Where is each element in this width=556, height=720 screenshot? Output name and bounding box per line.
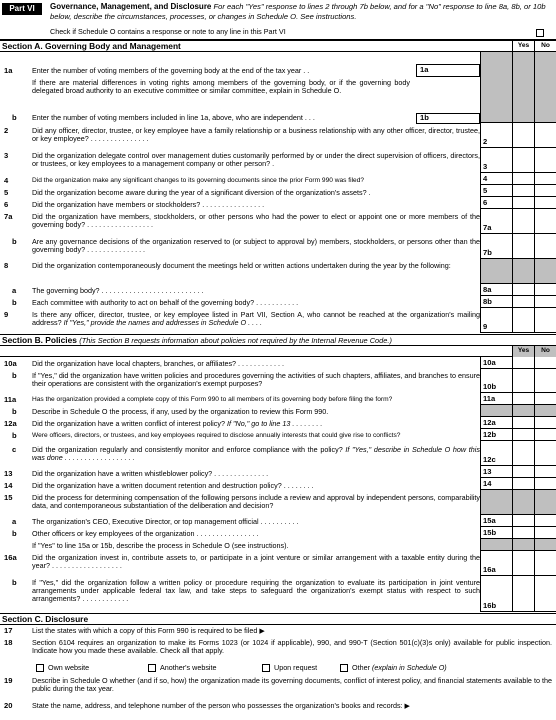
no-answer-cell[interactable]	[534, 173, 556, 185]
part-header	[0, 0, 556, 40]
row-10a-text: Did the organization have local chapters, branches, or affiliates? . . . . . . . . . . . .	[32, 359, 284, 368]
row-8-text: Did the organization contemporaneously document the meetings held or written actions undertaken during the year by the following:	[32, 261, 451, 270]
no-answer-cell[interactable]	[534, 429, 556, 441]
row-12c-text-main: Did the organization regularly and consistently monitor and enforce compliance with the policy?	[32, 445, 343, 454]
section-b-yes-header: Yes	[512, 346, 534, 356]
row-12b-text: Were officers, directors, or trustees, and key employees required to disclose annually interests that could give rise to conflicts?	[32, 432, 401, 439]
line-label-cell: 7a	[480, 209, 512, 234]
no-answer-cell[interactable]	[534, 234, 556, 259]
row-15b-text: Other officers or key employees of the organization . . . . . . . . . . . . . . . .	[32, 529, 259, 538]
line-label-cell: 15a	[480, 515, 512, 527]
line-label-cell: 9	[480, 308, 512, 333]
no-answer-cell[interactable]	[534, 466, 556, 478]
row-1b-text: Enter the number of voting members included in line 1a, above, who are independent . . .	[32, 113, 315, 122]
line-label-cell: 10a	[480, 357, 512, 369]
line-1b-entry-label: 1b	[416, 114, 429, 123]
no-answer-cell	[534, 52, 556, 123]
schedule-o-checkbox[interactable]	[536, 29, 544, 37]
row-10b-text: If "Yes," did the organization have written policies and procedures governing the activities of such chapters, affiliates, and branches to ensure their operations are consistent with the organization's exempt purposes?	[32, 371, 480, 389]
yes-answer-cell[interactable]	[512, 123, 534, 148]
yes-answer-cell[interactable]	[512, 478, 534, 490]
yes-answer-cell[interactable]	[512, 369, 534, 393]
line-label-shaded-cell	[480, 259, 512, 284]
row-3-number: 3	[4, 151, 9, 160]
yes-answer-cell[interactable]	[512, 284, 534, 296]
no-answer-cell[interactable]	[534, 148, 556, 173]
row-7a-number: 7a	[4, 212, 13, 221]
row-12c-text-instruction: If "Yes," describe in Schedule O how this was done . . . . . . . . . . . . . . . . . .	[32, 445, 480, 463]
yes-answer-cell[interactable]	[512, 417, 534, 429]
section-a-header	[0, 40, 556, 52]
yes-answer-cell[interactable]	[512, 234, 534, 259]
line-label-cell: 12c	[480, 441, 512, 466]
row-12c-number: c	[12, 445, 17, 454]
row-20-number: 20	[4, 701, 13, 710]
no-answer-cell[interactable]	[534, 417, 556, 429]
row-10b-number: b	[12, 371, 17, 380]
row-13-number: 13	[4, 469, 13, 478]
own-website-label: Own website	[48, 663, 90, 672]
yes-answer-cell[interactable]	[512, 197, 534, 209]
row-12a-text-main: Did the organization have a written conflict of interest policy?	[32, 419, 225, 428]
no-answer-cell[interactable]	[534, 393, 556, 405]
row-11b-text: Describe in Schedule O the process, if any, used by the organization to review this Form 990.	[32, 407, 329, 416]
yes-answer-cell[interactable]	[512, 429, 534, 441]
row-5-text: Did the organization become aware during the year of a significant diversion of the organization's assets? .	[32, 188, 371, 197]
line-label-cell: 13	[480, 466, 512, 478]
row-6-text: Did the organization have members or stockholders? . . . . . . . . . . . . . . . .	[32, 200, 265, 209]
no-answer-cell	[534, 405, 556, 417]
part-title-bold: Governance, Management, and Disclosure	[50, 2, 212, 11]
row-13-text: Did the organization have a written whistleblower policy? . . . . . . . . . . . . . .	[32, 469, 269, 478]
row-15-text: Did the process for determining compensation of the following persons include a review and approval by independent persons, comparability data, and contemporaneous substantiation of the deliberation and decision?	[32, 493, 480, 511]
row-4-number: 4	[4, 176, 9, 185]
no-answer-cell	[534, 259, 556, 284]
line-1a-entry-label: 1a	[416, 66, 428, 75]
row-10a-number: 10a	[4, 359, 17, 368]
row-12c-text	[32, 446, 480, 462]
row-8-number: 8	[4, 261, 9, 270]
row-19-text: Describe in Schedule O whether (and if so, how) the organization made its governing documents, conflict of interest policy, and financial statements available to the public during the tax year.	[32, 676, 552, 694]
section-a-no-header: No	[534, 41, 556, 51]
other-label-note: (explain in Schedule O)	[371, 663, 447, 672]
schedule-o-check-line	[50, 28, 550, 36]
row-15b-number: b	[12, 529, 17, 538]
other-label: Other	[352, 663, 370, 672]
line-label-cell: 6	[480, 197, 512, 209]
section-c-header	[0, 613, 556, 625]
row-3-text: Did the organization delegate control over management duties customarily performed by or under the direct supervision of officers, directors, or trustees, or key employees to a management company or other person? .	[32, 151, 480, 169]
line-label-cell: 16a	[480, 551, 512, 576]
line-label-shaded-cell	[480, 539, 512, 551]
line-label-cell: 3	[480, 148, 512, 173]
row-14-number: 14	[4, 481, 13, 490]
no-answer-cell[interactable]	[534, 284, 556, 296]
row-1a-number: 1a	[4, 66, 13, 75]
row-15a-text: The organization's CEO, Executive Director, or top management official . . . . . . . . . .	[32, 517, 299, 526]
no-answer-cell[interactable]	[534, 308, 556, 333]
upon-request-label: Upon request	[274, 663, 318, 672]
row-8a-number: a	[12, 286, 17, 295]
line-label-shaded-cell	[480, 490, 512, 515]
row-12a-number: 12a	[4, 419, 17, 428]
row-15-note-text: If "Yes" to line 15a or 15b, describe the process in Schedule O (see instructions).	[32, 541, 289, 550]
section-b-yes-no-header	[0, 346, 556, 357]
row-16b-text: If "Yes," did the organization follow a written policy or procedure requiring the organization to evaluate its participation in joint venture arrangements under applicable federal tax law, and take steps to safeguard the organization's exempt status with respect to such arrangements? . . . . . . . . . . . .	[32, 578, 480, 604]
no-answer-cell[interactable]	[534, 527, 556, 539]
line-label-cell: 16b	[480, 576, 512, 612]
yes-answer-cell[interactable]	[512, 308, 534, 333]
section-b-header	[0, 334, 556, 346]
yes-answer-cell[interactable]	[512, 185, 534, 197]
row-7b-number: b	[12, 237, 17, 246]
yes-answer-cell	[512, 52, 534, 123]
no-answer-cell[interactable]	[534, 185, 556, 197]
row-18-number: 18	[4, 638, 13, 647]
yes-answer-cell	[512, 490, 534, 515]
schedule-o-check-label: Check if Schedule O contains a response or note to any line in this Part VI	[50, 27, 286, 36]
line-label-cell: 8a	[480, 284, 512, 296]
line-label-cell: 10b	[480, 369, 512, 393]
line-label-cell: 14	[480, 478, 512, 490]
row-14-text: Did the organization have a written document retention and destruction policy? . . . . . . . .	[32, 481, 314, 490]
no-answer-cell	[534, 490, 556, 515]
anothers-website-checkbox[interactable]	[148, 664, 156, 672]
row-18-text: Section 6104 requires an organization to make its Forms 1023 (or 1024 if applicable), 990, and 990-T (Section 501(c)(3)s only) available for public inspection. Indicate how you made these available. Check all that apply.	[32, 638, 552, 656]
section-c-title: Section C. Disclosure	[2, 614, 89, 624]
line-label-cell: 7b	[480, 234, 512, 259]
yes-answer-cell[interactable]	[512, 466, 534, 478]
yes-answer-cell[interactable]	[512, 576, 534, 612]
yes-answer-cell	[512, 539, 534, 551]
section-b-no-header: No	[534, 346, 556, 356]
row-8b-number: b	[12, 298, 17, 307]
row-1a-note-text: If there are material differences in voting rights among members of the governing body, or if the governing body delegated broad authority to an executive committee or similar committee, explain in Schedule O.	[32, 78, 410, 96]
row-9-text-main: Is there any officer, director, trustee, or key employee listed in Part VII, Section A, who cannot be reached at the organization's mailing address?	[32, 310, 480, 328]
option-other[interactable]	[340, 664, 447, 672]
row-8a-text: The governing body? . . . . . . . . . . . . . . . . . . . . . . . . . .	[32, 286, 204, 295]
upon-request-checkbox[interactable]	[262, 664, 270, 672]
no-answer-cell[interactable]	[534, 441, 556, 466]
line-label-cell: 2	[480, 123, 512, 148]
row-11b-number: b	[12, 407, 17, 416]
row-11a-number: 11a	[4, 395, 17, 404]
yes-answer-cell[interactable]	[512, 441, 534, 466]
part-title	[50, 2, 550, 21]
row-4-text: Did the organization make any significant changes to its governing documents since the prior Form 990 was filed?	[32, 177, 365, 184]
section-b-title-note: (This Section B requests information about policies not required by the Internal Revenue Code.)	[79, 336, 392, 345]
yes-answer-cell[interactable]	[512, 173, 534, 185]
line-label-shaded-cell	[480, 405, 512, 417]
row-1a-text: Enter the number of voting members of the governing body at the end of the tax year . .	[32, 66, 310, 75]
line-label-cell: 8b	[480, 296, 512, 308]
no-answer-cell[interactable]	[534, 551, 556, 576]
row-15a-number: a	[12, 517, 17, 526]
part-label: Part VI	[2, 3, 42, 15]
yes-answer-cell	[512, 405, 534, 417]
row-6-number: 6	[4, 200, 9, 209]
own-website-checkbox[interactable]	[36, 664, 44, 672]
row-16b-number: b	[12, 578, 17, 587]
no-answer-cell[interactable]	[534, 369, 556, 393]
other-checkbox[interactable]	[340, 664, 348, 672]
row-2-text: Did any officer, director, trustee, or key employee have a family relationship or a business relationship with any other officer, director, trustee, or key employee? . . . . . . . . . . . . . . .	[32, 126, 480, 144]
row-8b-text: Each committee with authority to act on behalf of the governing body? . . . . . . . . . . .	[32, 298, 299, 307]
row-16a-text: Did the organization invest in, contribute assets to, or participate in a joint venture or similar arrangement with a taxable entity during the year? . . . . . . . . . . . . . . . . . .	[32, 553, 480, 571]
row-19-number: 19	[4, 676, 13, 685]
row-17-text: List the states with which a copy of this Form 990 is required to be filed ▶	[32, 626, 265, 635]
option-anothers-website[interactable]	[148, 664, 217, 672]
row-7a-text: Did the organization have members, stockholders, or other persons who had the power to elect or appoint one or more members of the governing body? . . . . . . . . . . . . . . . . .	[32, 212, 480, 230]
no-answer-cell[interactable]	[534, 123, 556, 148]
row-9-text	[32, 311, 480, 327]
part-title-instructions: For each "Yes" response to lines 2 through 7b below, and for a "No" response to line 8a, 8b, or 10b below, describe the circumstances, processes, or changes in Schedule O. See instructions.	[50, 2, 546, 21]
row-12b-number: b	[12, 431, 17, 440]
row-9-text-instruction: If "Yes," provide the names and addresses in Schedule O . . . .	[63, 318, 263, 328]
yes-answer-cell[interactable]	[512, 551, 534, 576]
no-answer-cell	[534, 539, 556, 551]
no-answer-cell[interactable]	[534, 357, 556, 369]
yes-answer-cell[interactable]	[512, 515, 534, 527]
row-5-number: 5	[4, 188, 9, 197]
line-label-cell: 15b	[480, 527, 512, 539]
option-upon-request[interactable]	[262, 664, 317, 672]
section-a-title: Section A. Governing Body and Management	[2, 41, 181, 51]
option-own-website[interactable]	[36, 664, 89, 672]
row-20-text: State the name, address, and telephone number of the person who possesses the organization's books and records: ▶	[32, 701, 411, 710]
no-answer-cell[interactable]	[534, 515, 556, 527]
row-2-number: 2	[4, 126, 9, 135]
row-11a-text: Has the organization provided a complete copy of this Form 990 to all members of its governing body before filing the form?	[32, 396, 393, 403]
no-answer-cell[interactable]	[534, 576, 556, 612]
row-12a-text-instruction: If "No," go to line 13 . . . . . . . .	[226, 419, 323, 428]
anothers-website-label: Another's website	[160, 663, 217, 672]
no-answer-cell[interactable]	[534, 478, 556, 490]
yes-answer-cell[interactable]	[512, 296, 534, 308]
row-17-number: 17	[4, 626, 13, 635]
row-7b-text: Are any governance decisions of the organization reserved to (or subject to approval by) members, stockholders, or persons other than the governing body? . . . . . . . . . . . . . . .	[32, 237, 480, 255]
yes-answer-cell[interactable]	[512, 148, 534, 173]
section-a-yes-header: Yes	[512, 41, 534, 51]
row-15-number: 15	[4, 493, 13, 502]
yes-answer-cell[interactable]	[512, 209, 534, 234]
yes-answer-cell[interactable]	[512, 527, 534, 539]
row-9-number: 9	[4, 310, 9, 319]
line-label-cell: 4	[480, 173, 512, 185]
yes-answer-cell	[512, 259, 534, 284]
no-answer-cell[interactable]	[534, 296, 556, 308]
row-1b-number: b	[12, 113, 17, 122]
line-label-cell: 12a	[480, 417, 512, 429]
yes-answer-cell[interactable]	[512, 393, 534, 405]
row-16a-number: 16a	[4, 553, 17, 562]
line-label-shaded-cell	[480, 52, 512, 123]
no-answer-cell[interactable]	[534, 197, 556, 209]
yes-answer-cell[interactable]	[512, 357, 534, 369]
row-12a-text	[32, 420, 480, 428]
line-label-cell: 5	[480, 185, 512, 197]
line-label-cell: 11a	[480, 393, 512, 405]
section-b-title: Section B. Policies	[2, 335, 77, 345]
line-label-cell: 12b	[480, 429, 512, 441]
no-answer-cell[interactable]	[534, 209, 556, 234]
